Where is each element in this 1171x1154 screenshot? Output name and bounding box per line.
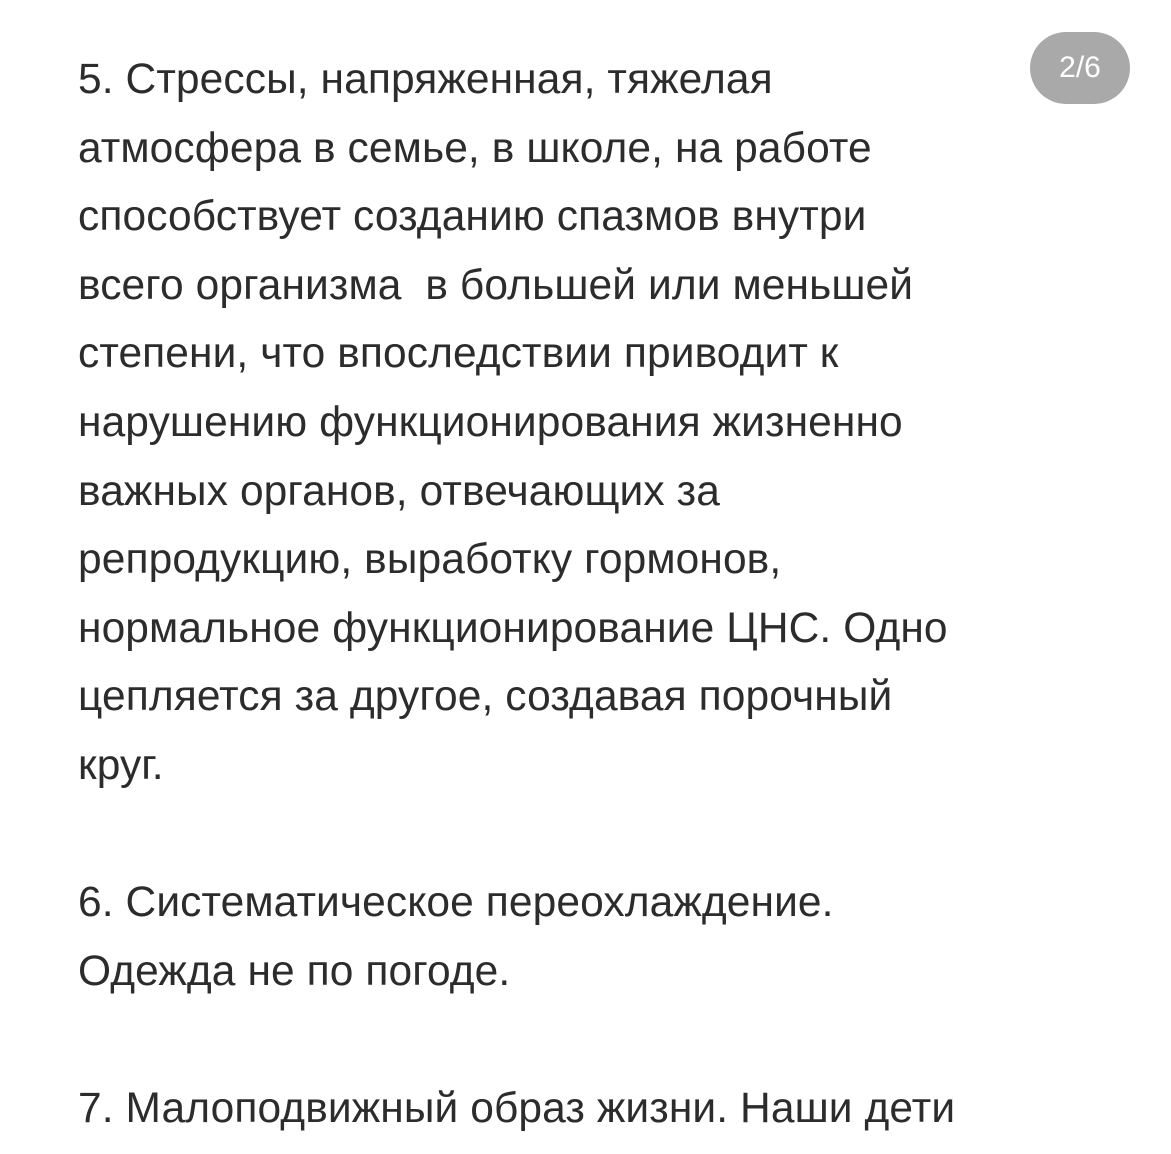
text-line: цепляется за другое, создавая порочный	[78, 673, 893, 721]
text-line: нормальное функционирование ЦНС. Одно	[78, 604, 948, 652]
paragraph-gap	[78, 1006, 1098, 1075]
text-line: Одежда не по погоде.	[78, 947, 511, 995]
text-line: нарушению функционирования жизненно	[78, 398, 903, 446]
paragraph-5	[78, 46, 1098, 801]
post-text	[78, 46, 1098, 1144]
text-line: 7. Малоподвижный образ жизни. Наши дети	[78, 1084, 956, 1132]
text-line: 5. Стрессы, напряженная, тяжелая	[78, 56, 773, 103]
text-line: атмосфера в семье, в школе, на работе	[78, 124, 872, 172]
text-line: способствует созданию спазмов внутри	[78, 193, 867, 241]
text-line: степени, что впоследствии приводит к	[78, 330, 839, 378]
text-line: круг.	[78, 741, 164, 789]
page-counter-badge: 2/6	[1030, 32, 1130, 104]
text-line: репродукцию, выработку гормонов,	[78, 536, 782, 584]
paragraph-6	[78, 869, 1098, 1006]
text-line: всего организма в большей или меньшей	[78, 261, 914, 309]
text-line: 6. Систематическое переохлаждение.	[78, 879, 834, 927]
paragraph-7	[78, 1075, 1098, 1144]
paragraph-gap	[78, 801, 1098, 870]
text-line: важных органов, отвечающих за	[78, 467, 720, 515]
